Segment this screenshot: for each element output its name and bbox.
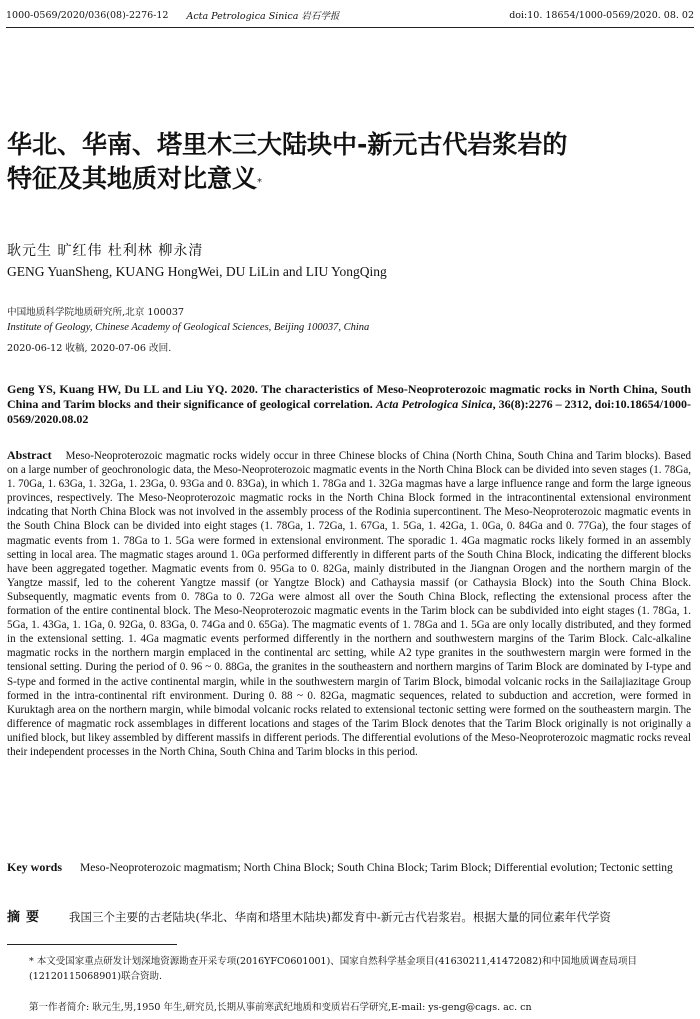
- keywords: [7, 860, 691, 876]
- received-dates: 2020-06-12 收稿, 2020-07-06 改回.: [7, 343, 172, 354]
- header-rule: [6, 27, 694, 28]
- doi: doi:10. 18654/1000-0569/2020. 08. 02: [509, 9, 694, 21]
- keywords-label: Key words: [7, 860, 62, 874]
- chinese-abstract-label: 摘要: [7, 910, 46, 925]
- citation-journal: Acta Petrologica Sinica: [375, 397, 493, 411]
- chinese-abstract-text: 我国三个主要的古老陆块(华北、华南和塔里木陆块)都发育中-新元古代岩浆岩。根据大量的同位素年代学资: [69, 910, 611, 924]
- title-footnote-mark: *: [257, 177, 263, 188]
- title-line-1: 华北、华南、塔里木三大陆块中-新元古代岩浆岩的: [7, 130, 568, 159]
- running-header: [6, 6, 694, 24]
- authors-chinese: 耿元生 旷红伟 杜利林 柳永清: [7, 243, 204, 259]
- issn-code: 1000-0569/2020/036(08)-2276-12: [6, 9, 169, 21]
- title-line-2: 特征及其地质对比意义*: [7, 164, 263, 193]
- keywords-text: Meso-Neoproterozoic magmatism; North China Block; South China Block; Tarim Block; Differential evolution; Tectonic setting: [80, 862, 673, 874]
- journal-name: Acta Petrologica Sinica 岩石学报: [186, 11, 340, 22]
- affiliation-english: Institute of Geology, Chinese Academy of Geological Sciences, Beijing 100037, China: [7, 322, 370, 333]
- chinese-abstract: [7, 906, 691, 925]
- paper-title: [7, 128, 687, 196]
- citation: Geng YS, Kuang HW, Du LL and Liu YQ. 2020. The characteristics of Meso-Neoproterozoic magmatic rocks in North China, South China and Tarim blocks and their significance of geological correlation. Acta Petrologica Sinica, 36(8):2276 – 2312, doi:10.18654/1000-0569/2020.08.02: [7, 382, 691, 426]
- footnote-rule: [7, 944, 177, 945]
- abstract-label: Abstract: [7, 448, 52, 462]
- authors-english: GENG YuanSheng, KUANG HongWei, DU LiLin and LIU YongQing: [7, 264, 387, 279]
- footnote-author: 第一作者简介: 耿元生,男,1950 年生,研究员,长期从事前寒武纪地质和变质岩石学研究,E-mail: ys-geng@cags. ac. cn: [29, 1002, 532, 1013]
- abstract-text: Meso-Neoproterozoic magmatic rocks widely occur in three Chinese blocks of China (North China, South China and Tarim blocks). Based on a large number of geochronologic data, the Meso-Neoproterozoic magmatic events in the North China Block can be divided into seven stages (1. 78Ga, 1. 70Ga, 1. 63Ga, 1. 32Ga, 1. 23Ga, 0. 93Ga and 0. 83Ga), in which 1. 78Ga and 1. 32Ga magmas have a large influence range and form the large igneous provinces, respectively. The Meso-Neoproterozoic magmatic rocks in the North China Block formed in the intracontinental extensional environment indcating that North China Block was not involved in the assembly process of the Rodinia supercontinent. The Meso-Neoproterozoic magmatic events in the South China Block can be divided into eight stages (1. 78Ga, 1. 72Ga, 1. 67Ga, 1. 5Ga, 1. 42Ga, 1. 0Ga, 0. 84Ga and 0. 77Ga), the four stages of magmatic events from 1. 78Ga to 1. 5Ga were formed in extensional environment. The sporadic 1. 4Ga magmatic rocks likely formed in an assembly setting in local area. The magmatic stages around 1. 0Ga performed differently in different parts of the South China Block, indicating the different blocks have been aggregated together. Magmatic events from 0. 95Ga to 0. 82Ga, mainly distributed in the Jiangnan Orogen and the northern margin of the Yangtze massif, led to the coherent Yangtze massif (or Yangtze Block) and Cathaysia massif (or Cathaysia Block) into the South China Block. Subsequently, magmatic events from 0. 78Ga to 0. 72Ga were almost all over the South China Block, reflecting the extensional process after the formation of the entire continental block. The Meso-Neoproterozoic magmatic events in the Tarim block can be subdivided into eight stages (1. 78Ga, 1. 5Ga, 1. 43Ga, 1. 1Ga, 0. 92Ga, 0. 83Ga, 0. 74Ga and 0. 65Ga). The magmatic events of 1. 78Ga and 1. 5Ga are only locally distributed, and they formed in the extensional setting. 1. 4Ga magmatic events performed differently in the northern and southwestern margins of the Tarim Block. Calc-alkaline magmatic rocks in the northern margin emplaced in the continental arc setting, while A2 type granites in the southwestern margin were formed in the tensional setting. During the period of 0. 96 ~ 0. 88Ga, the granites in the southeastern and northern margins of Tarim Block are dominated by I-type and S-type and formed in the active continental margin, while in the southwestern margin of Tarim Block, bimodal volcanic rocks in the Sailajiazitage Group formed in the intra-continental rift environment. During 0. 88 ~ 0. 82Ga, magmatic sequences, related to subduction and accretion, were formed in Kuruktagh area on the northern margin, while bimodal volcanic rocks related to extensional tectonic setting were formed on the southeastern margin. The difference of magmatic rock assemblages in different locations and stages of the Tarim Block denotes that the Tarim Block originally is not originally a unified block, but likey assembled by different massifs in different periods. The differential evolutions of the Meso-Neoproterozoic magmatic rocks reveal their independent processes in the North China, South China and Tarim blocks in this period.: [7, 450, 691, 758]
- affiliation-chinese: 中国地质科学院地质研究所,北京 100037: [7, 307, 185, 318]
- abstract: [7, 448, 691, 759]
- footnote-funding: * 本文受国家重点研发计划深地资源勘查开采专项(2016YFC0601001)、国家自然科学基金项目(41630211,41472082)和中国地质调查局项目(121201150689​01)联合资助.: [29, 956, 637, 982]
